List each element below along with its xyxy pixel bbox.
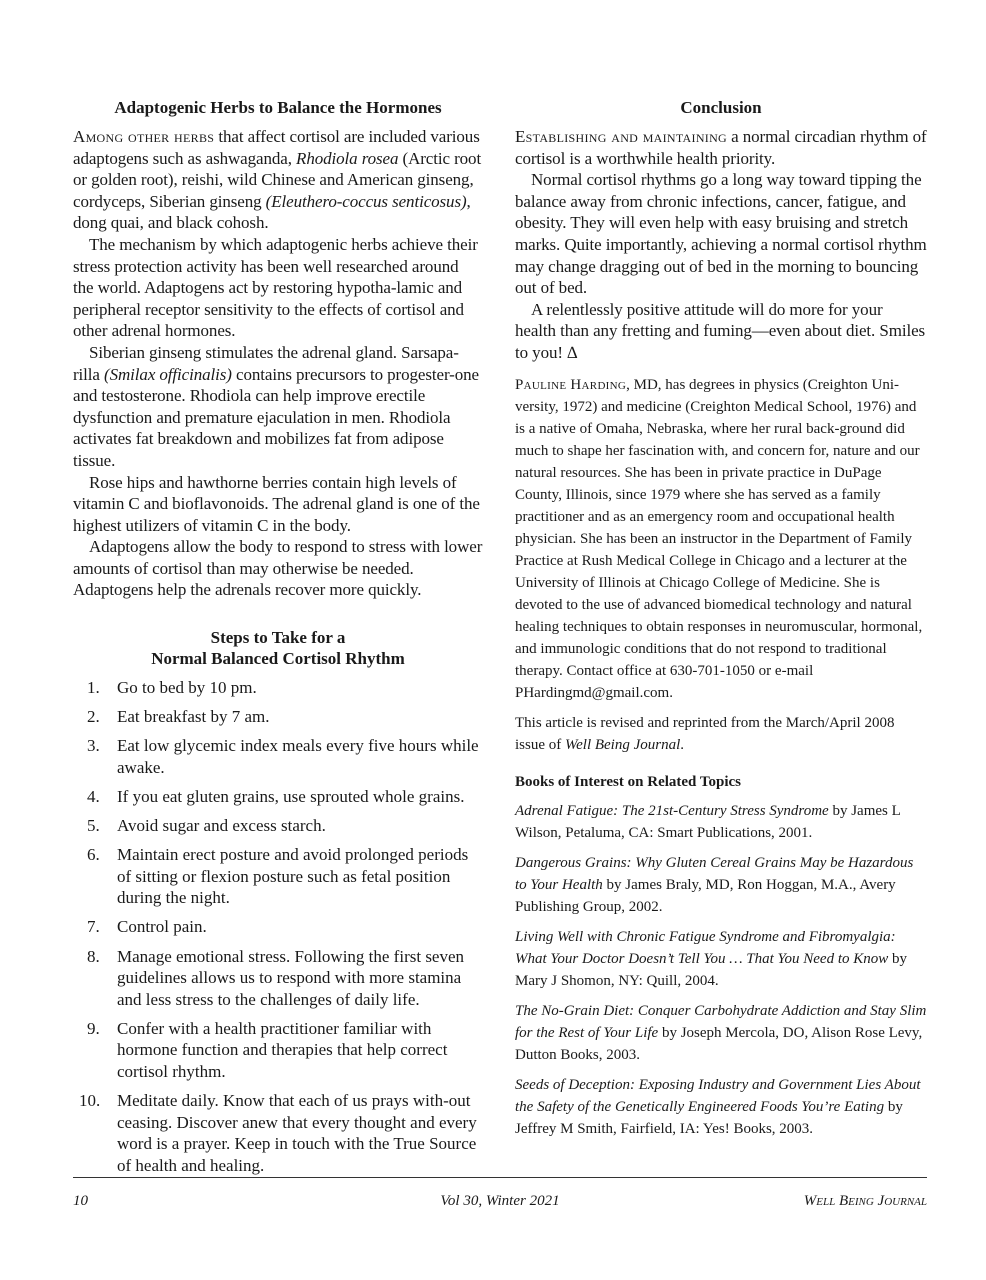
author-name: Pauline Harding	[515, 376, 627, 393]
lead-in: Establishing and maintaining	[515, 127, 728, 146]
conclusion-heading: Conclusion	[680, 98, 762, 117]
book-entry: Seeds of Deception: Exposing Industry and Government Lies About the Safety of the Genetically Engineered Foods You’re Eating by Jeffrey M Smith, Fairfield, IA: Yes! Books, 2003.	[515, 1076, 921, 1137]
list-item: 2. Eat breakfast by 7 am.	[87, 707, 270, 727]
adaptogen-paragraph-2: The mechanism by which adaptogenic herbs achieve their stress protection activity has been well researched around the world. Adaptogens act by restoring hypotha-lamic and peripheral receptor sensitivity to the effects of cortisol and other adrenal hormones.	[73, 234, 478, 341]
author-bio: Pauline Harding, MD, has degrees in physics (Creighton Uni-versity, 1972) and medicine (Creighton Medical School, 1976) and is a native of Omaha, Nebraska, where her rural back-ground did much to shape her fascination with, and concern for, nature and our natural resources. She has been in private practice in DuPage County, Illinois, since 1979 where she has served as a family practitioner and as an emergency room and occupational health physician. She has been an instructor in the Department of Family Practice at Rush Medical College in Chicago and a lecturer at the University of Illinois at Chicago College of Medicine. She is devoted to the use of advanced biomedical technology and natural healing techniques to obtain responses in neuromuscular, hormonal, and immunologic conditions that do not respond to traditional therapy. Contact office at 630-701-1050 or e-mail PHardingmd@gmail.com.	[515, 376, 923, 701]
left-column	[73, 97, 483, 1184]
steps-list	[73, 677, 483, 1176]
adaptogen-paragraph-4: Rose hips and hawthorne berries contain high levels of vitamin C and bioflavonoids. The adrenal gland is one of the highest utilizers of vitamin C in the body.	[73, 472, 480, 535]
books-heading: Books of Interest on Related Topics	[515, 773, 741, 790]
lead-in: Among other herbs	[73, 127, 215, 146]
list-item: 4. If you eat gluten grains, use sprouted whole grains.	[87, 786, 465, 806]
adaptogenic-heading: Adaptogenic Herbs to Balance the Hormones	[114, 98, 442, 117]
list-item: 6. Maintain erect posture and avoid prolonged periods of sitting or flexion posture such as fetal position during the night.	[87, 845, 469, 908]
adaptogen-paragraph-1: Among other herbs that affect cortisol are included various adaptogens such as ashwaganda, Rhodiola rosea (Arctic root or golden root), reishi, wild Chinese and American ginseng, cordyceps, Siberian ginseng (Eleuthero-coccus senticosus), dong quai, and black cohosh.	[73, 127, 482, 233]
book-entry: Dangerous Grains: Why Gluten Cereal Grains May be Hazardous to Your Health by James Braly, MD, Ron Hoggan, M.A., Avery Publishing Group, 2002.	[515, 854, 914, 915]
journal-name: Well Being Journal	[803, 1193, 927, 1209]
book-entry: The No-Grain Diet: Conquer Carbohydrate Addiction and Stay Slim for the Rest of Your Life by Joseph Mercola, DO, Alison Rose Levy, Dutton Books, 2003.	[515, 1002, 927, 1063]
adaptogen-paragraph-3: Siberian ginseng stimulates the adrenal gland. Sarsapa-rilla (Smilax officinalis) contains precursors to progester-one and testosterone. Rhodiola can help improve erectile dysfunction and premature ejaculation in men. Rhodiola activates fat breakdown and mobilizes fat from adipose tissue.	[73, 342, 479, 470]
list-item: 7. Control pain.	[87, 917, 207, 937]
page-footer	[73, 1193, 927, 1213]
book-entry: Adrenal Fatigue: The 21st-Century Stress Syndrome by James L Wilson, Petaluma, CA: Smart Publications, 2001.	[515, 802, 901, 841]
list-item: 3. Eat low glycemic index meals every five hours while awake.	[87, 736, 479, 777]
book-entry: Living Well with Chronic Fatigue Syndrome and Fibromyalgia: What Your Doctor Doesn’t Tell You … That You Need to Know by Mary J Shomon, NY: Quill, 2004.	[515, 928, 908, 989]
list-item: 1. Go to bed by 10 pm.	[87, 678, 257, 698]
issue-label: Vol 30, Winter 2021	[440, 1193, 560, 1209]
adaptogen-paragraph-5: Adaptogens allow the body to respond to stress with lower amounts of cortisol than may otherwise be needed. Adaptogens help the adrenals recover more quickly.	[73, 537, 483, 600]
right-column	[515, 97, 927, 1148]
conclusion-paragraph-1: Establishing and maintaining a normal circadian rhythm of cortisol is a worthwhile health priority.	[515, 127, 927, 168]
steps-heading: Steps to Take for a Normal Balanced Cortisol Rhythm	[151, 628, 405, 669]
page-number: 10	[73, 1193, 88, 1209]
footer-divider	[73, 1177, 927, 1178]
list-item: 8. Manage emotional stress. Following the first seven guidelines allows us to respond with more stamina and less stress to the challenges of daily life.	[87, 946, 465, 1009]
conclusion-paragraph-3: A relentlessly positive attitude will do more for your health than any fretting and fuming—even about diet. Smiles to you! ∆	[515, 299, 926, 362]
list-item: 9. Confer with a health practitioner familiar with hormone function and therapies that help correct cortisol rhythm.	[87, 1018, 448, 1081]
reprint-note: This article is revised and reprinted from the March/April 2008 issue of Well Being Journal.	[515, 714, 895, 753]
list-item: 10. Meditate daily. Know that each of us prays with-out ceasing. Discover anew that every thought and every word is a prayer. Keep in touch with the True Source of health and healing.	[79, 1091, 477, 1175]
list-item: 5. Avoid sugar and excess starch.	[87, 816, 326, 836]
conclusion-paragraph-2: Normal cortisol rhythms go a long way toward tipping the balance away from chronic infections, cancer, fatigue, and obesity. They will even help with easy bruising and stretch marks. Quite importantly, achieving a normal cortisol rhythm may change dragging out of bed in the morning to bouncing out of bed.	[515, 170, 927, 298]
